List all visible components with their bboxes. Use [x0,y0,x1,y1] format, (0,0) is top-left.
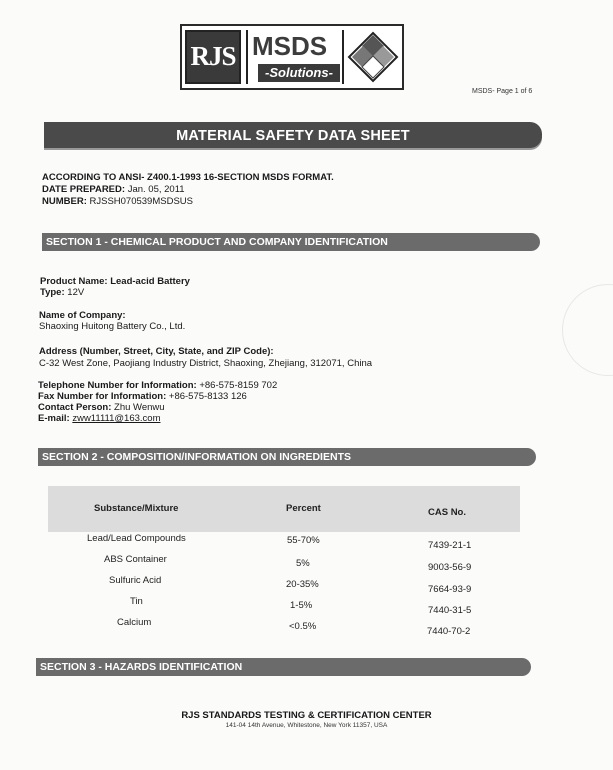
phone-value: +86-575-8159 702 [199,380,278,391]
table-cell-cas: 7440-70-2 [427,626,471,637]
document-title: MATERIAL SAFETY DATA SHEET [176,128,410,144]
logo-divider [246,30,248,84]
email [38,413,160,424]
table-cell-cas: 9003-56-9 [428,562,472,573]
email-link[interactable]: zww11111@163.com [72,413,161,424]
document-number [42,196,193,207]
table-cell-substance: Lead/Lead Compounds [87,533,186,544]
fax-value: +86-575-8133 126 [168,391,247,402]
number-value: RJSSH070539MSDSUS [89,196,193,207]
section1-bar [42,233,540,251]
company-value: Shaoxing Huitong Battery Co., Ltd. [39,321,186,332]
telephone [38,380,277,391]
title-bar [44,122,542,148]
section3-heading: SECTION 3 - HAZARDS IDENTIFICATION [40,661,243,673]
table-cell-substance: ABS Container [104,554,167,565]
type-label: Type: [40,287,65,298]
section3-bar [36,658,531,676]
fax-label: Fax Number for Information: [38,391,167,402]
section1-heading: SECTION 1 - CHEMICAL PRODUCT AND COMPANY IDENTIFICATION [46,236,388,248]
table-cell-cas: 7664-93-9 [428,584,472,595]
table-cell-percent: 5% [296,558,310,569]
table-cell-cas: 7439-21-1 [428,540,472,551]
table-cell-percent: 20-35% [286,579,319,590]
fax [38,391,247,402]
logo-divider [342,30,344,84]
table-cell-percent: 1-5% [290,600,313,611]
phone-label: Telephone Number for Information: [38,380,197,391]
date-prepared [42,184,185,195]
column-header-percent: Percent [286,503,321,514]
product-name [40,276,190,287]
table-cell-percent: 55-70% [287,535,320,546]
product-type [40,287,84,298]
rjs-logo-text: RJS [190,41,236,71]
table-cell-percent: <0.5% [289,621,317,632]
address-value: C-32 West Zone, Paojiang Industry District, Shaoxing, Zhejiang, 312071, China [39,358,373,369]
hazard-diamond-icon [346,30,400,84]
contact-value: Zhu Wenwu [114,402,165,413]
contact-person [38,402,165,413]
company-label: Name of Company: [39,310,126,321]
page-number: MSDS- Page 1 of 6 [472,88,533,95]
ingredients-table-header [48,486,520,532]
column-header-substance: Substance/Mixture [94,503,179,514]
logo-brand-text: MSDS [252,31,328,61]
logo-tagline: -Solutions- [258,64,340,82]
rjs-logo-mark [185,30,241,84]
column-header-cas: CAS No. [428,507,466,518]
format-statement: ACCORDING TO ANSI- Z400.1-1993 16-SECTION MSDS FORMAT. [42,172,334,183]
product-label: Product Name: [40,276,108,287]
type-value: 12V [67,287,85,298]
number-label: NUMBER: [42,196,87,207]
section2-bar [38,448,536,466]
section2-heading: SECTION 2 - COMPOSITION/INFORMATION ON INGREDIENTS [42,451,351,463]
table-cell-substance: Sulfuric Acid [109,575,162,586]
date-label: DATE PREPARED: [42,184,126,195]
contact-label: Contact Person: [38,402,112,413]
email-label: E-mail: [38,413,70,424]
footer-address: 141-04 14th Avenue, Whitestone, New York 11357, USA [225,722,388,729]
footer-organization: RJS STANDARDS TESTING & CERTIFICATION CENTER [181,710,432,721]
table-cell-substance: Calcium [117,617,152,628]
product-value: Lead-acid Battery [110,276,190,287]
stamp-mark [562,284,613,376]
company-logo [180,24,404,90]
table-cell-cas: 7440-31-5 [428,605,472,616]
table-cell-substance: Tin [130,596,143,607]
address-label: Address (Number, Street, City, State, and ZIP Code): [39,346,274,357]
date-value: Jan. 05, 2011 [127,184,185,195]
